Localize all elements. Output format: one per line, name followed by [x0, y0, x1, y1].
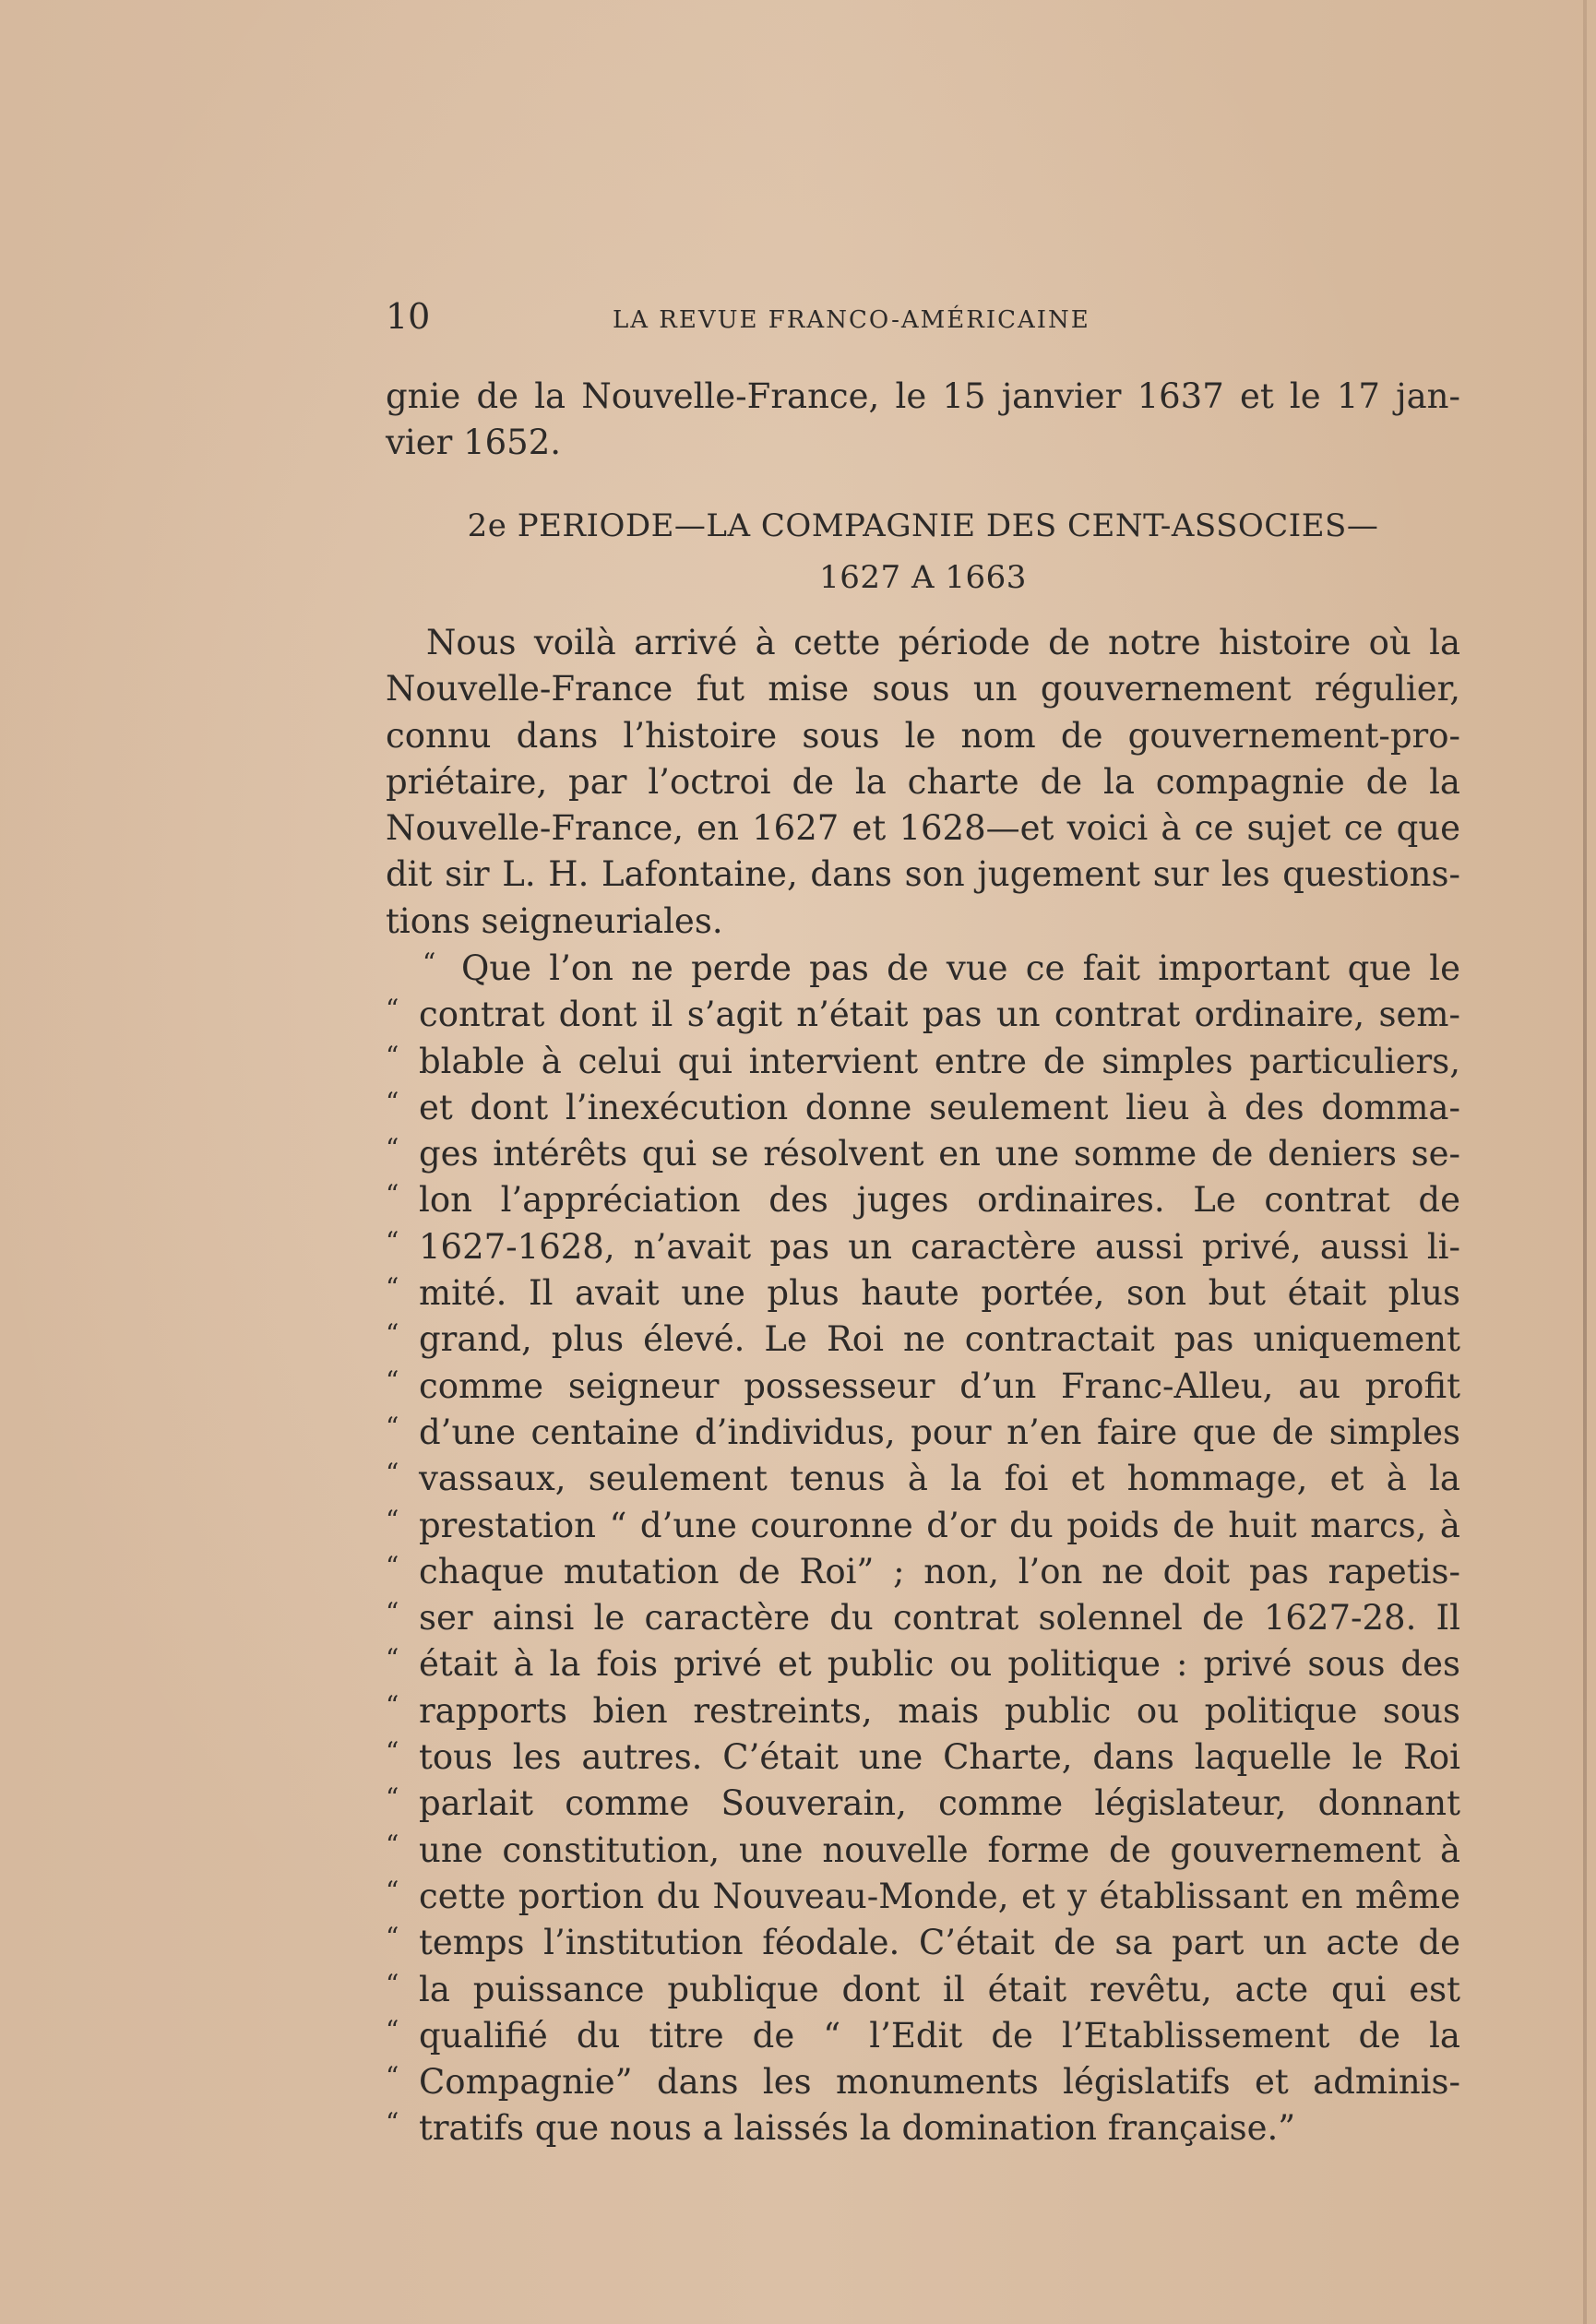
- quote-line: [386, 1317, 1460, 1363]
- quote-text: d’une centaine d’individus, pour n’en faire que de simples: [419, 1412, 1460, 1452]
- quote-line: [386, 1920, 1460, 1966]
- quote-mark: “: [386, 1736, 399, 1768]
- section-heading-line1: 2e PERIODE—LA COMPAGNIE DES CENT-ASSOCIES—: [467, 507, 1379, 544]
- text-line: vier 1652.: [386, 423, 562, 463]
- quote-mark: “: [386, 1179, 399, 1210]
- quote-text: Compagnie” dans les monuments législatifs et adminis-: [419, 2062, 1460, 2103]
- quote-text: grand, plus élevé. Le Roi ne contractait pas uniquement: [419, 1319, 1460, 1360]
- quote-line: [386, 1874, 1460, 1920]
- quote-text: comme seigneur possesseur d’un Franc-Alleu, au profit: [419, 1365, 1460, 1406]
- quote-mark: “: [386, 1272, 399, 1304]
- quote-text: ser ainsi le caractère du contrat solennel de 1627-28. Il: [419, 1598, 1460, 1639]
- quote-text: rapports bien restreints, mais public ou politique sous: [419, 1690, 1460, 1731]
- quote-line: [386, 1177, 1460, 1223]
- quote-mark: “: [386, 2107, 399, 2139]
- text-line: priétaire, par l’octroi de la charte de la compagnie de la: [386, 761, 1460, 802]
- quote-line: [386, 1410, 1460, 1456]
- paragraph: [386, 620, 1460, 945]
- quote-text: était à la fois privé et public ou politique : privé sous des: [419, 1644, 1460, 1685]
- section-heading: [386, 500, 1460, 603]
- quote-line: [386, 1503, 1460, 1549]
- quote-text: lon l’appréciation des juges ordinaires. Le contrat de: [419, 1180, 1460, 1221]
- quote-line: [386, 992, 1460, 1038]
- text-line: gnie de la Nouvelle-France, le 15 janvier 1637 et le 17 jan-: [386, 376, 1460, 416]
- quote-line: [386, 946, 1460, 992]
- quote-mark: “: [386, 1643, 399, 1674]
- quote-mark: “: [386, 1458, 399, 1489]
- quote-text: prestation “ d’une couronne d’or du poids de huit marcs, à: [419, 1505, 1460, 1545]
- quote-line: [386, 1364, 1460, 1410]
- quote-line: [386, 1828, 1460, 1874]
- quote-text: blable à celui qui intervient entre de simples particuliers,: [419, 1041, 1460, 1081]
- quote-line: [386, 1734, 1460, 1781]
- quote-mark: “: [386, 1922, 399, 1953]
- quote-mark: “: [386, 1597, 399, 1628]
- quote-text: cette portion du Nouveau-Monde, et y établissant en même: [419, 1876, 1460, 1916]
- quote-text: tous les autres. C’était une Charte, dans laquelle le Roi: [419, 1737, 1460, 1778]
- quote-line: [386, 1131, 1460, 1177]
- quote-text: contrat dont il s’agit n’était pas un contrat ordinaire, sem-: [419, 995, 1460, 1035]
- quote-line: [386, 2105, 1460, 2151]
- quote-mark: “: [423, 947, 436, 978]
- quote-line: [386, 1085, 1460, 1131]
- intro-text: [386, 374, 1460, 467]
- quote-line: [386, 1688, 1460, 1734]
- running-title: LA REVUE FRANCO-AMÉRICAINE: [613, 306, 1090, 334]
- quote-mark: “: [386, 1875, 399, 1906]
- quote-text: chaque mutation de Roi” ; non, l’on ne doit pas rapetis-: [419, 1551, 1460, 1591]
- quote-line: [386, 1967, 1460, 2013]
- quote-mark: “: [386, 2061, 399, 2092]
- page-number: 10: [386, 296, 431, 337]
- quotation-block: [386, 946, 1460, 2152]
- text-line: Nouvelle-France fut mise sous un gouvernement régulier,: [386, 669, 1460, 709]
- quote-mark: “: [386, 1040, 399, 1071]
- quote-line: [386, 1270, 1460, 1317]
- text-line: dit sir L. H. Lafontaine, dans son jugement sur les questions-: [386, 854, 1460, 895]
- quote-text: ges intérêts qui se résolvent en une somme de deniers se-: [419, 1134, 1460, 1174]
- quote-mark: “: [386, 1086, 399, 1117]
- quote-mark: “: [386, 1504, 399, 1535]
- quote-text: une constitution, une nouvelle forme de gouvernement à: [419, 1829, 1460, 1870]
- quote-text: qualifié du titre de “ l’Edit de l’Etablissement de la: [419, 2015, 1460, 2056]
- quote-mark: “: [386, 994, 399, 1025]
- quote-mark: “: [386, 1550, 399, 1581]
- quote-mark: “: [386, 1782, 399, 1814]
- section-heading-line2: 1627 A 1663: [819, 559, 1027, 596]
- quote-text: tratifs que nous a laissés la domination française.”: [419, 2108, 1296, 2149]
- quote-mark: “: [386, 1689, 399, 1721]
- quote-line: [386, 1641, 1460, 1687]
- quote-mark: “: [386, 2014, 399, 2045]
- quote-text: Que l’on ne perde pas de vue ce fait important que le: [461, 948, 1460, 988]
- quote-text: 1627-1628, n’avait pas un caractère aussi privé, aussi li-: [419, 1226, 1460, 1267]
- quote-line: [386, 1781, 1460, 1827]
- quote-line: [386, 1549, 1460, 1595]
- quote-mark: “: [386, 1225, 399, 1257]
- page-header: [386, 293, 1456, 340]
- quote-text: mité. Il avait une plus haute portée, son but était plus: [419, 1273, 1460, 1314]
- quote-line: [386, 1595, 1460, 1641]
- text-line: Nous voilà arrivé à cette période de notre histoire où la: [426, 623, 1460, 662]
- quote-line: [386, 2013, 1460, 2059]
- quote-text: la puissance publique dont il était revêtu, acte qui est: [419, 1969, 1460, 2009]
- quote-mark: “: [386, 1365, 399, 1396]
- text-line: tions seigneuriales.: [386, 900, 723, 941]
- quote-text: parlait comme Souverain, comme législateur, donnant: [419, 1783, 1460, 1824]
- quote-mark: “: [386, 1318, 399, 1350]
- quote-line: [386, 1456, 1460, 1502]
- text-line: connu dans l’histoire sous le nom de gouvernement-pro-: [386, 715, 1460, 756]
- quote-text: temps l’institution féodale. C’était de sa part un acte de: [419, 1923, 1460, 1963]
- quote-mark: “: [386, 1133, 399, 1164]
- quote-mark: “: [386, 1829, 399, 1860]
- quote-line: [386, 2059, 1460, 2105]
- quote-line: [386, 1224, 1460, 1270]
- text-line: Nouvelle-France, en 1627 et 1628—et voici à ce sujet ce que: [386, 808, 1460, 849]
- quote-mark: “: [386, 1411, 399, 1442]
- quote-line: [386, 1039, 1460, 1085]
- quote-text: vassaux, seulement tenus à la foi et hommage, et à la: [419, 1459, 1460, 1499]
- quote-text: et dont l’inexécution donne seulement lieu à des domma-: [419, 1087, 1460, 1127]
- quote-mark: “: [386, 1968, 399, 1999]
